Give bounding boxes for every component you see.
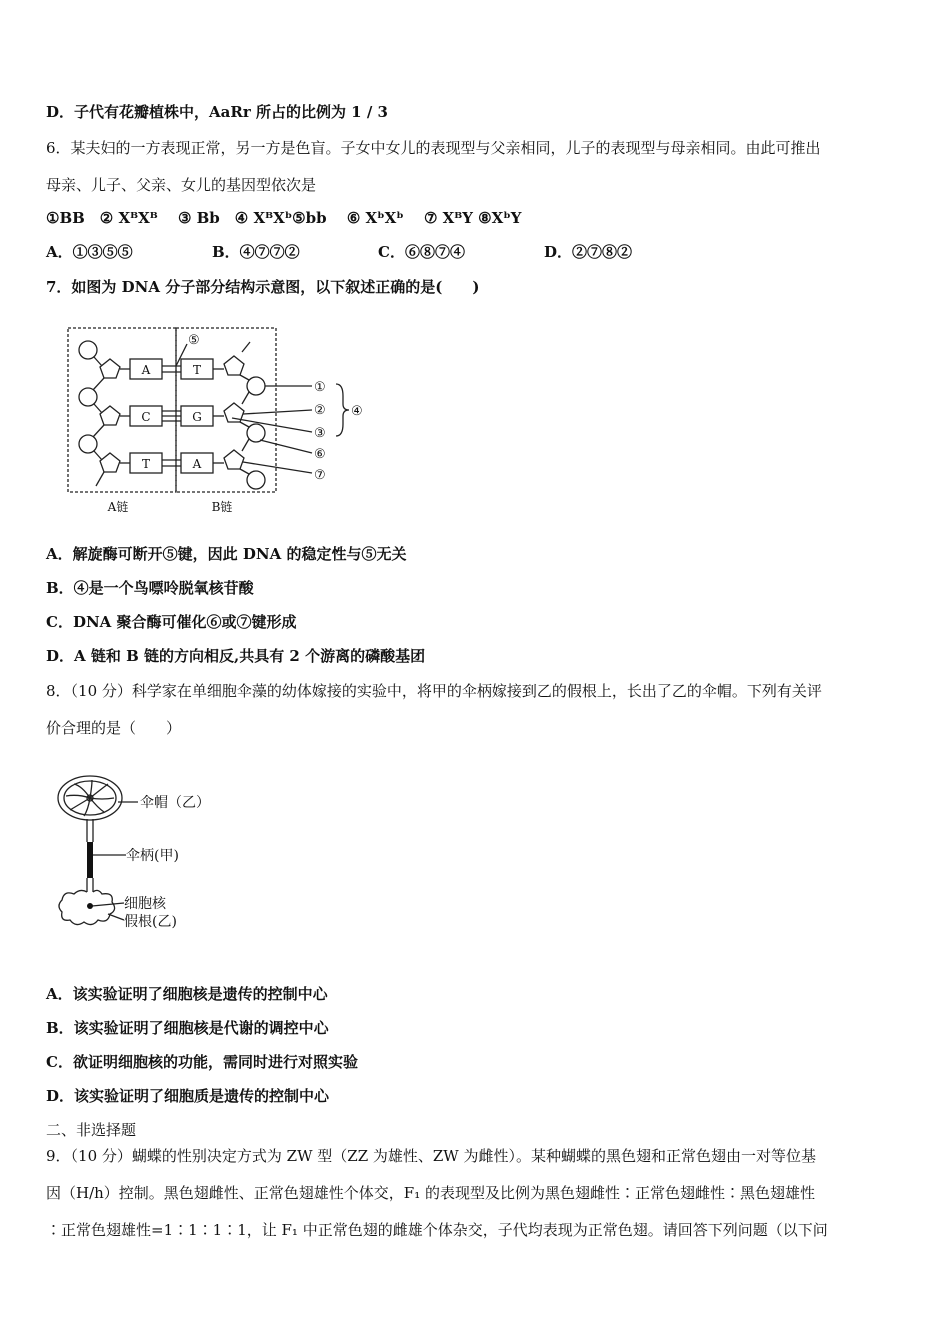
q8-stem-line1: 8．（10 分）科学家在单细胞伞藻的幼体嫁接的实验中，将甲的伞柄嫁接到乙的假根上，长出了乙的伞帽。下列有关评 <box>46 682 822 700</box>
q8-stem-line2: 价合理的是（ ） <box>46 719 182 737</box>
deoxyribose-pentagon <box>100 453 120 472</box>
deoxyribose-pentagon <box>224 356 244 375</box>
q8-option-c[interactable]: C．欲证明细胞核的功能，需同时进行对照实验 <box>46 1053 358 1071</box>
q8-option-d[interactable]: D．该实验证明了细胞质是遗传的控制中心 <box>46 1087 330 1105</box>
q9-line3: ∶正常色翅雄性=1∶1∶1∶1，让 F₁ 中正常色翅的雌雄个体杂交，子代均表现为正常色翅。请回答下列问题（以下问 <box>46 1221 828 1239</box>
nucleus-label: 细胞核 <box>124 896 166 912</box>
base-a2-label: A <box>192 457 202 471</box>
q7-option-b[interactable]: B．④是一个鸟嘌呤脱氧核苷酸 <box>46 579 254 597</box>
base-c-label: C <box>141 410 151 424</box>
q6-genotype-list: ①BB ② XᴮXᴮ ③ Bb ④ XᴮXᵇ⑤bb ⑥ XᵇXᵇ ⑦ XᴮY ⑧XᵇY <box>46 209 522 227</box>
rhizoid-outline <box>59 890 115 924</box>
q6-stem-line2: 母亲、儿子、父亲、女儿的基因型依次是 <box>46 176 317 194</box>
phosphate-circle <box>79 388 97 406</box>
phosphate-circle <box>247 424 265 442</box>
phosphate-circle <box>79 341 97 359</box>
chain-a-label: A链 <box>107 500 129 514</box>
deoxyribose-pentagon <box>100 406 120 425</box>
label-6: ⑥ <box>314 447 326 462</box>
q7-stem: 7．如图为 DNA 分子部分结构示意图，以下叙述正确的是( ) <box>46 278 480 296</box>
label-7: ⑦ <box>314 468 326 483</box>
q7-option-a[interactable]: A．解旋酶可断开⑤键，因此 DNA 的稳定性与⑤无关 <box>46 545 407 563</box>
q9-line2: 因（H/h）控制。黑色翅雌性、正常色翅雄性个体交，F₁ 的表现型及比例为黑色翅雌性∶正常色翅雌性∶黑色翅雄性 <box>46 1184 815 1202</box>
label-5: ⑤ <box>188 333 200 348</box>
q6-option-a[interactable]: A．①③⑤⑤ <box>46 243 133 261</box>
q6-option-d[interactable]: D．②⑦⑧② <box>544 243 633 261</box>
acetabularia-graft-figure <box>52 762 232 938</box>
chain-a-box <box>68 328 176 492</box>
q8-option-b[interactable]: B．该实验证明了细胞核是代谢的调控中心 <box>46 1019 329 1037</box>
phosphate-circle <box>79 435 97 453</box>
base-g-label: G <box>192 410 202 424</box>
stalk-label: 伞柄(甲) <box>126 848 179 864</box>
q7-option-c[interactable]: C．DNA 聚合酶可催化⑥或⑦键形成 <box>46 613 297 631</box>
deoxyribose-pentagon <box>224 450 244 469</box>
label-3: ③ <box>314 426 326 441</box>
label-2: ② <box>314 403 326 418</box>
q6-stem-line1: 6．某夫妇的一方表现正常，另一方是色盲。子女中女儿的表现型与父亲相同，儿子的表现型与母亲相同。由此可推出 <box>46 139 821 157</box>
q6-option-b[interactable]: B．④⑦⑦② <box>212 243 300 261</box>
nucleus-dot <box>87 903 93 909</box>
section-title: 二、非选择题 <box>46 1121 137 1139</box>
phosphate-circle <box>247 471 265 489</box>
chain-b-label: B链 <box>211 500 233 514</box>
base-t2-label: T <box>141 457 151 471</box>
phosphate-circle <box>247 377 265 395</box>
q5-option-d: D．子代有花瓣植株中，AaRr 所占的比例为 1 / 3 <box>46 103 388 121</box>
dna-structure-figure <box>60 322 380 518</box>
graft-stalk-bar <box>87 842 93 878</box>
base-t-label: T <box>192 363 202 377</box>
q6-option-c[interactable]: C．⑥⑧⑦④ <box>378 243 465 261</box>
base-a-label: A <box>141 363 151 377</box>
q9-line1: 9．（10 分）蝴蝶的性别决定方式为 ZW 型（ZZ 为雄性、ZW 为雌性）。某种蝴蝶的黑色翅和正常色翅由一对等位基 <box>46 1147 816 1165</box>
q7-option-d[interactable]: D．A 链和 B 链的方向相反,共具有 2 个游离的磷酸基团 <box>46 647 426 665</box>
label-4: ④ <box>351 404 363 419</box>
q8-option-a[interactable]: A．该实验证明了细胞核是遗传的控制中心 <box>46 985 328 1003</box>
label-1: ① <box>314 380 326 395</box>
rhizoid-label: 假根(乙) <box>124 914 177 930</box>
cap-label: 伞帽（乙） <box>140 795 210 811</box>
deoxyribose-pentagon <box>100 359 120 378</box>
